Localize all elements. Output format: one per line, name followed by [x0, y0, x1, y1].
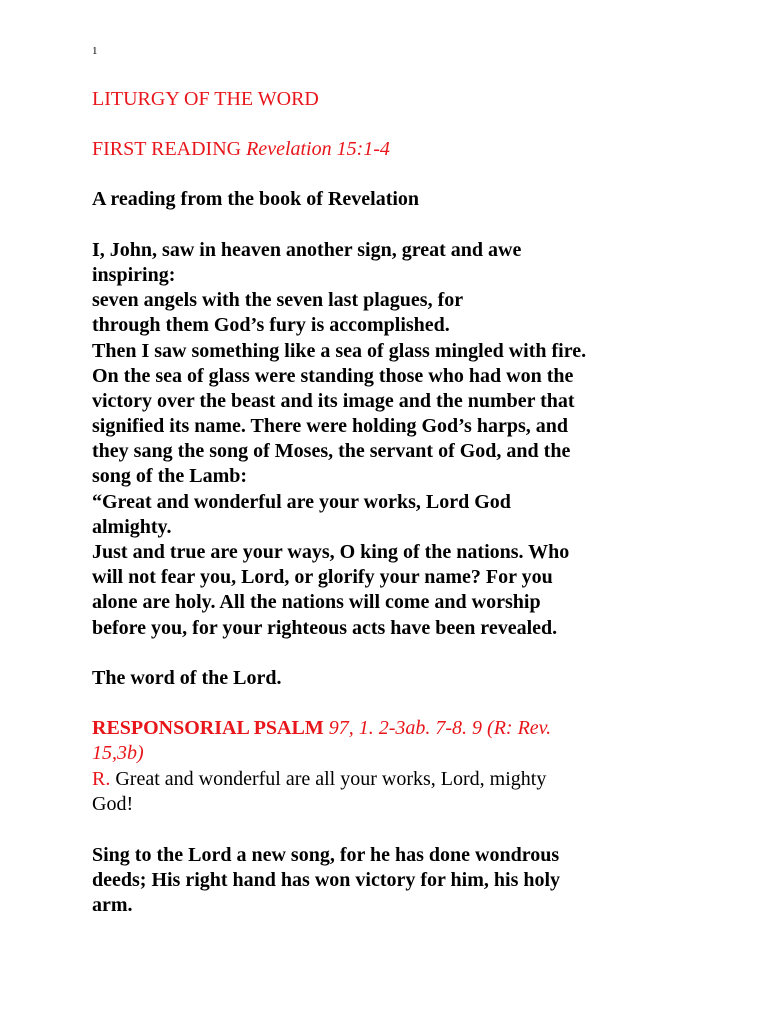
reading-line: before you, for your righteous acts have been revealed.: [92, 617, 558, 639]
psalm-verse-line: arm.: [92, 894, 133, 916]
reading-closing: The word of the Lord.: [92, 667, 282, 689]
psalm-verse-line: Sing to the Lord a new song, for he has done wondrous: [92, 844, 560, 866]
section-title: LITURGY OF THE WORD: [92, 88, 319, 110]
reading-line: I, John, saw in heaven another sign, great and awe: [92, 239, 522, 261]
reading-line: will not fear you, Lord, or glorify your name? For you: [92, 566, 553, 588]
psalm-heading: RESPONSORIAL PSALM: [92, 717, 324, 739]
reading-intro: A reading from the book of Revelation: [92, 188, 420, 210]
first-reading-citation: Revelation 15:1-4: [246, 138, 390, 160]
reading-line: inspiring:: [92, 264, 176, 286]
reading-line: signified its name. There were holding God’s harps, and: [92, 415, 568, 437]
response-text: Great and wonderful are all your works, Lord, mighty: [115, 768, 547, 790]
psalm-citation-continued: 15,3b): [92, 742, 144, 764]
page-number: 1: [92, 45, 98, 57]
first-reading-heading: FIRST READING: [92, 138, 242, 160]
reading-line: “Great and wonderful are your works, Lord God: [92, 491, 511, 513]
reading-line: they sang the song of Moses, the servant of God, and the: [92, 440, 571, 462]
reading-line: almighty.: [92, 516, 172, 538]
reading-line: through them God’s fury is accomplished.: [92, 314, 450, 336]
reading-line: Then I saw something like a sea of glass mingled with fire.: [92, 340, 587, 362]
reading-line: Just and true are your ways, O king of the nations. Who: [92, 541, 570, 563]
reading-line: alone are holy. All the nations will come and worship: [92, 591, 541, 613]
psalm-heading-line: [92, 716, 551, 741]
psalm-citation: 97, 1. 2-3ab. 7-8. 9 (R: Rev.: [328, 717, 552, 739]
reading-line: On the sea of glass were standing those who had won the: [92, 365, 574, 387]
reading-line: seven angels with the seven last plagues, for: [92, 289, 464, 311]
reading-line: victory over the beast and its image and the number that: [92, 390, 575, 412]
psalm-verse-line: deeds; His right hand has won victory for him, his holy: [92, 869, 561, 891]
response-marker: R.: [92, 768, 111, 790]
reading-line: song of the Lamb:: [92, 465, 248, 487]
response-text-continued: God!: [92, 793, 134, 815]
psalm-response: [92, 767, 546, 792]
first-reading-heading-line: [92, 137, 390, 162]
